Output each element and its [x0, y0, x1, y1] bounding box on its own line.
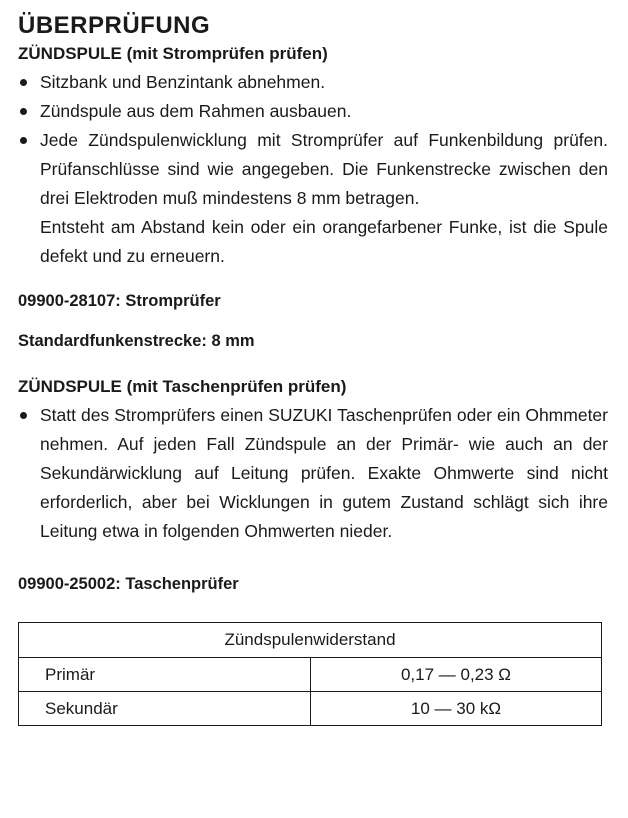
section-heading-taschenprufer	[18, 375, 608, 399]
bullet-list-taschenprufer	[18, 401, 608, 546]
bullet-icon	[20, 412, 27, 419]
table-cell-label: Primär	[19, 658, 311, 692]
bullet-list-stromprufer	[18, 68, 608, 271]
table-header: Zündspulenwiderstand	[19, 623, 602, 658]
section-heading-sub: (mit Taschenprüfen prüfen)	[121, 377, 347, 396]
table-header-row	[19, 623, 602, 658]
list-item-text: Jede Zündspulenwicklung mit Stromprüfer auf Funkenbildung prüfen. Prüfanschlüsse sind wie angegeben. Die Funkenstrecke zwischen den drei Elektroden muß mindestens 8 mm betragen.	[40, 130, 608, 208]
section-heading-stromprufer	[18, 42, 608, 66]
bullet-icon	[20, 108, 27, 115]
list-item	[18, 401, 608, 546]
resistance-table	[18, 622, 602, 726]
page-title: ÜBERPRÜFUNG	[18, 12, 211, 39]
list-item-text: Sitzbank und Benzintank abnehmen.	[40, 72, 326, 92]
section-heading-main: ZÜNDSPULE	[18, 44, 122, 63]
table-row	[19, 692, 602, 726]
list-item	[18, 68, 608, 97]
list-item-text: Zündspule aus dem Rahmen ausbauen.	[40, 101, 352, 121]
table-cell-value: 10 — 30 kΩ	[311, 692, 602, 726]
tool-number-taschenprufer: 09900-25002: Taschenprüfer	[18, 575, 239, 593]
bullet-icon	[20, 137, 27, 144]
section-heading-main: ZÜNDSPULE	[18, 377, 122, 396]
bullet-icon	[20, 79, 27, 86]
table-row	[19, 658, 602, 692]
standard-spark-gap: Standardfunkenstrecke: 8 mm	[18, 332, 255, 350]
tool-number-stromprufer: 09900-28107: Stromprüfer	[18, 292, 221, 310]
list-item	[18, 126, 608, 271]
section-heading-sub: (mit Stromprüfen prüfen)	[121, 44, 328, 63]
list-item-extra-text: Entsteht am Abstand kein oder ein orangefarbener Funke, ist die Spule defekt und zu erneuern.	[40, 217, 608, 266]
manual-page	[18, 12, 608, 726]
list-item	[18, 97, 608, 126]
table-cell-value: 0,17 — 0,23 Ω	[311, 658, 602, 692]
table-cell-label: Sekundär	[19, 692, 311, 726]
list-item-text: Statt des Stromprüfers einen SUZUKI Taschenprüfen oder ein Ohmmeter nehmen. Auf jeden Fall Zündspule an der Primär- wie auch an der Sekundärwicklung auf Leitung prüfen. Exakte Ohmwerte sind nicht erforderlich, aber bei Wicklungen in gutem Zustand schlägt sich ihre Leitung etwa in folgenden Ohmwerten nieder.	[40, 405, 608, 541]
